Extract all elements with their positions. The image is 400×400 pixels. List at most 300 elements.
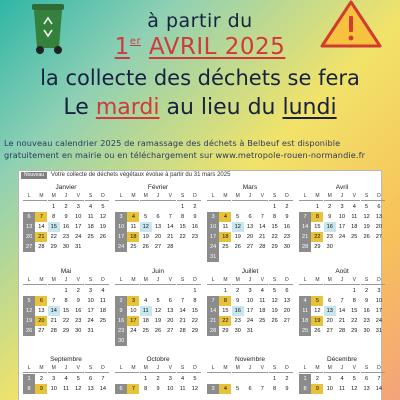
- calendar-day: 3: [377, 288, 381, 294]
- weekday-header: M: [219, 192, 231, 201]
- calendar-day: 1: [181, 204, 185, 210]
- calendar-day: 17: [115, 232, 127, 242]
- calendar-day: 9: [64, 214, 68, 220]
- calendar-day: 18: [299, 316, 311, 326]
- weekday-header: L: [115, 276, 127, 285]
- calendar-day: 19: [142, 234, 149, 240]
- month-name: Mai: [60, 268, 72, 275]
- calendar-day: 8: [273, 214, 277, 220]
- calendar-day: 28: [299, 242, 311, 252]
- calendar-day: [207, 374, 219, 384]
- weekday-header: M: [48, 276, 60, 285]
- weekday-header: S: [85, 276, 97, 285]
- calendar-day: 9: [285, 386, 289, 392]
- calendar-day: 13: [375, 214, 382, 220]
- weekday-header: M: [232, 276, 244, 285]
- calendar-day: 1: [193, 288, 197, 294]
- calendar-day: 21: [299, 232, 311, 242]
- month-name: Janvier: [55, 184, 77, 191]
- calendar-day: 20: [154, 234, 162, 240]
- calendar-day: 1: [315, 204, 319, 210]
- calendar-day: 26: [234, 244, 241, 250]
- month-grid: [207, 276, 293, 336]
- calendar-day: 12: [154, 308, 162, 314]
- calendar-day: 19: [271, 308, 278, 314]
- calendar-day: [177, 336, 189, 346]
- calendar-day: [256, 252, 268, 262]
- calendar-day: 7: [101, 376, 105, 382]
- calendar-day: 28: [167, 244, 174, 250]
- weekday-header: D: [97, 276, 109, 285]
- calendar-day: 26: [142, 244, 149, 250]
- calendar-day: 27: [154, 244, 162, 250]
- calendar-day: 27: [283, 318, 290, 324]
- calendar-day: 13: [38, 308, 45, 314]
- calendar-day: 11: [351, 214, 358, 220]
- calendar-day: 21: [167, 234, 174, 240]
- calendar-day: 17: [87, 308, 94, 314]
- calendar-day: 27: [167, 328, 174, 334]
- calendar-day: 3: [76, 204, 80, 210]
- weekday-header: S: [361, 364, 373, 373]
- calendar-day: 28: [207, 326, 219, 336]
- weekday-header: M: [48, 364, 60, 373]
- calendar-day: 25: [142, 328, 149, 334]
- calendar-day: 24: [130, 328, 137, 334]
- calendar-day: 29: [222, 328, 229, 334]
- month-name: Juillet: [241, 268, 259, 275]
- calendar-day: 21: [50, 318, 57, 324]
- weekday-header: S: [85, 364, 97, 373]
- calendar-day: 28: [38, 244, 45, 250]
- calendar-day: [336, 242, 348, 252]
- calendar-day: 16: [363, 308, 370, 314]
- calendar-day: 22: [311, 232, 323, 242]
- calendar-day: 7: [35, 212, 47, 222]
- calendar-day: 7: [207, 296, 219, 306]
- calendar-day: 10: [167, 386, 174, 392]
- headline-date: [0, 34, 400, 60]
- weekday-header: D: [373, 192, 385, 201]
- calendar-day: 17: [75, 224, 82, 230]
- weekday-header: J: [60, 364, 72, 373]
- weekday-header: L: [299, 276, 311, 285]
- calendar-day: [140, 286, 152, 296]
- weekday-header: M: [140, 276, 152, 285]
- month-février: [115, 183, 201, 252]
- calendar-day: [232, 374, 244, 384]
- calendar-day: 15: [314, 224, 321, 230]
- month-name: Décembre: [327, 356, 357, 363]
- calendar-day: 16: [62, 224, 70, 230]
- calendar-day: 23: [234, 318, 241, 324]
- calendar-day: 2: [39, 376, 43, 382]
- month-grid: [115, 276, 201, 346]
- calendar-day: 3: [328, 376, 332, 382]
- calendar-day: [256, 326, 268, 336]
- calendar-day: 7: [52, 298, 56, 304]
- calendar-day: 2: [156, 376, 160, 382]
- weekday-header: V: [164, 276, 176, 285]
- calendar-day: [219, 374, 231, 384]
- weekday-header: V: [164, 192, 176, 201]
- weekday-header: L: [207, 364, 219, 373]
- calendar-day: 30: [115, 336, 127, 346]
- calendar-day: 24: [338, 234, 346, 240]
- calendar-day: 8: [273, 386, 277, 392]
- calendar-day: 16: [115, 316, 127, 326]
- calendar-day: [244, 202, 256, 212]
- calendar-day: 3: [168, 376, 172, 382]
- calendar-day: 11: [179, 386, 186, 392]
- calendar-day: [177, 242, 189, 252]
- calendar-day: 27: [246, 244, 254, 250]
- calendar-day: 12: [363, 214, 370, 220]
- month-name: Juin: [152, 268, 164, 275]
- calendar-day: [152, 202, 164, 212]
- calendar-day: 18: [142, 318, 149, 324]
- weekday-header: L: [299, 192, 311, 201]
- weekday-header: S: [361, 192, 373, 201]
- weekday-header: J: [60, 192, 72, 201]
- calendar-day: 25: [351, 234, 358, 240]
- weekday-header: L: [299, 364, 311, 373]
- calendar-day: 24: [375, 318, 382, 324]
- info-line-1: Le nouveau calendrier 2025 de ramassage des déchets à Belbeuf est disponible: [4, 138, 341, 148]
- weekday-header: L: [207, 192, 219, 201]
- calendar-day: [97, 326, 109, 336]
- calendar-day: 9: [365, 298, 369, 304]
- calendar-day: 15: [191, 308, 198, 314]
- calendar-day: 27: [326, 328, 333, 334]
- month-janvier: [23, 183, 109, 252]
- calendar-day: 6: [377, 204, 381, 210]
- calendar-day: 8: [181, 214, 185, 220]
- month-juin: [115, 267, 201, 346]
- calendar-day: 20: [167, 318, 174, 324]
- weekday-header: M: [35, 276, 47, 285]
- weekday-header: D: [97, 364, 109, 373]
- weekday-header: V: [72, 192, 84, 201]
- weekday-header: J: [244, 364, 256, 373]
- calendar-day: 10: [246, 298, 254, 304]
- calendar-day: 4: [181, 376, 185, 382]
- month-grid: [299, 192, 385, 252]
- calendar-day: 15: [271, 224, 278, 230]
- weekday-header: M: [311, 364, 323, 373]
- calendar-day: [35, 286, 47, 296]
- calendar-day: 8: [52, 214, 56, 220]
- calendar-day: 8: [352, 298, 356, 304]
- calendar-day: 5: [156, 298, 160, 304]
- month-novembre: [207, 355, 293, 394]
- calendar-day: 4: [299, 296, 311, 306]
- calendar-day: 9: [311, 384, 323, 394]
- weekday-header: L: [23, 364, 35, 373]
- calendar-day: 6: [328, 298, 332, 304]
- month-grid: [299, 276, 385, 336]
- calendar-day: [164, 286, 176, 296]
- calendar-day: [115, 202, 127, 212]
- calendar-day: 9: [328, 214, 332, 220]
- calendar-day: 2: [236, 288, 240, 294]
- month-grid: [23, 364, 109, 394]
- calendar-day: 1: [144, 376, 148, 382]
- calendar-day: 11: [63, 386, 69, 392]
- calendar-day: 14: [48, 306, 60, 316]
- calendar-day: 26: [314, 328, 321, 334]
- info-line-2: gratuitement en mairie ou en téléchargement sur www.metropole-rouen-normandie.fr: [4, 150, 366, 160]
- calendar-day: 6: [248, 214, 252, 220]
- calendar-day: 22: [179, 234, 186, 240]
- calendar-day: 31: [87, 328, 94, 334]
- calendar-day: 26: [154, 328, 162, 334]
- calendar-day: 9: [76, 298, 80, 304]
- calendar-day: 9: [156, 386, 160, 392]
- weekday-header: L: [115, 364, 127, 373]
- weekday-header: V: [256, 192, 268, 201]
- calendar-day: 11: [299, 306, 311, 316]
- calendar-day: 14: [259, 224, 266, 230]
- weekday-header: M: [324, 364, 336, 373]
- collection-calendar: [18, 170, 382, 400]
- calendar-day: 22: [219, 316, 231, 326]
- calendar-day: 17: [246, 308, 254, 314]
- month-grid: [115, 192, 201, 252]
- weekday-header: M: [324, 276, 336, 285]
- calendar-day: 13: [283, 298, 290, 304]
- calendar-day: 8: [64, 298, 68, 304]
- calendar-day: 28: [338, 328, 346, 334]
- calendar-day: 11: [87, 214, 94, 220]
- calendar-day: 11: [339, 386, 345, 392]
- calendar-day: [348, 242, 360, 252]
- weekday-header: M: [127, 364, 139, 373]
- calendar-day: 26: [271, 318, 278, 324]
- calendar-day: [23, 202, 35, 212]
- calendar-day: 1: [273, 204, 277, 210]
- calendar-day: 13: [246, 224, 254, 230]
- weekday-header: V: [348, 192, 360, 201]
- calendar-day: 24: [115, 242, 127, 252]
- calendar-day: 19: [99, 224, 106, 230]
- calendar-day: 10: [130, 308, 137, 314]
- calendar-day: [127, 336, 139, 346]
- calendar-day: [256, 374, 268, 384]
- weekday-header: J: [152, 192, 164, 201]
- line4-prefix: Le: [63, 95, 89, 120]
- calendar-day: [152, 336, 164, 346]
- calendar-day: 9: [236, 298, 240, 304]
- weekday-header: D: [281, 364, 293, 373]
- calendar-day: 30: [75, 328, 82, 334]
- calendar-day: [23, 286, 35, 296]
- calendar-day: 11: [99, 298, 106, 304]
- weekday-header: D: [189, 276, 201, 285]
- calendar-day: 5: [101, 204, 105, 210]
- calendar-day: 22: [62, 318, 70, 324]
- calendar-day: [127, 374, 139, 384]
- calendar-day: [207, 286, 219, 296]
- calendar-day: 30: [363, 328, 370, 334]
- calendar-day: 28: [50, 328, 57, 334]
- calendar-day: 6: [156, 214, 160, 220]
- calendar-day: 23: [75, 318, 82, 324]
- calendar-day: 14: [167, 224, 174, 230]
- calendar-day: 6: [285, 288, 289, 294]
- month-name: Novembre: [235, 356, 265, 363]
- calendar-day: [311, 286, 323, 296]
- weekday-header: J: [152, 276, 164, 285]
- date-suffix: er: [129, 36, 142, 47]
- calendar-day: 31: [375, 328, 382, 334]
- calendar-day: 10: [87, 298, 94, 304]
- calendar-day: 16: [324, 222, 336, 232]
- calendar-day: [269, 252, 281, 262]
- calendar-day: 6: [89, 376, 93, 382]
- weekday-header: S: [177, 364, 189, 373]
- new-badge: Nouveau: [21, 172, 47, 179]
- calendar-day: 21: [338, 318, 346, 324]
- calendar-day: 25: [299, 326, 311, 336]
- calendar-day: 22: [351, 318, 358, 324]
- calendar-day: 20: [35, 316, 47, 326]
- calendar-day: [256, 202, 268, 212]
- calendar-day: 17: [338, 224, 346, 230]
- calendar-day: 11: [259, 298, 266, 304]
- month-grid: [115, 364, 201, 394]
- calendar-day: 18: [351, 224, 358, 230]
- calendar-day: 7: [181, 298, 185, 304]
- headline-from: à partir du: [147, 10, 253, 32]
- calendar-day: 3: [89, 288, 93, 294]
- calendar-day: [35, 202, 47, 212]
- weekday-header: M: [35, 364, 47, 373]
- weekday-header: D: [189, 364, 201, 373]
- date-month-year: AVRIL 2025: [148, 34, 286, 60]
- month-name: Août: [335, 268, 349, 275]
- calendar-day: 10: [75, 214, 82, 220]
- calendar-day: 12: [75, 386, 82, 392]
- calendar-day: [336, 286, 348, 296]
- calendar-day: 4: [127, 212, 139, 222]
- calendar-day: 25: [222, 244, 229, 250]
- weekday-header: J: [244, 192, 256, 201]
- month-grid: [207, 192, 293, 262]
- calendar-day: 11: [140, 306, 152, 316]
- calendar-day: 23: [191, 234, 198, 240]
- weekday-header: M: [324, 192, 336, 201]
- calendar-day: 10: [338, 214, 346, 220]
- month-juillet: [207, 267, 293, 336]
- calendar-day: 6: [35, 296, 47, 306]
- calendar-day: 29: [50, 244, 57, 250]
- calendar-day: 30: [326, 244, 333, 250]
- calendar-day: 18: [219, 232, 231, 242]
- calendar-day: 23: [363, 318, 370, 324]
- calendar-day: 24: [75, 234, 82, 240]
- calendar-day: 24: [207, 242, 219, 252]
- calendar-day: 11: [222, 224, 229, 230]
- calendar-day: 23: [283, 234, 290, 240]
- month-name: Mars: [242, 184, 258, 191]
- calendar-day: 21: [35, 232, 47, 242]
- calendar-day: 19: [363, 224, 370, 230]
- month-name: Février: [147, 184, 169, 191]
- weekday-header: S: [269, 192, 281, 201]
- calendar-day: 2: [76, 288, 80, 294]
- calendar-day: 18: [99, 308, 106, 314]
- calendar-day: 28: [179, 328, 186, 334]
- calendar-day: 16: [283, 224, 290, 230]
- month-name: Septembre: [50, 356, 82, 363]
- new-day-mardi: mardi: [95, 95, 160, 120]
- calendar-day: 26: [23, 326, 35, 336]
- calendar-day: 7: [299, 212, 311, 222]
- calendar-day: [115, 286, 127, 296]
- month-avril: [299, 183, 385, 252]
- calendar-day: 16: [191, 224, 198, 230]
- calendar-day: 5: [236, 214, 240, 220]
- calendar-day: 20: [375, 224, 382, 230]
- calendar-day: 7: [260, 214, 264, 220]
- calendar-day: 14: [299, 222, 311, 232]
- calendar-day: 19: [154, 318, 162, 324]
- calendar-day: 2: [365, 288, 369, 294]
- weekday-header: S: [269, 364, 281, 373]
- calendar-day: 3: [340, 204, 344, 210]
- calendar-day: 27: [375, 234, 382, 240]
- calendar-day: [299, 202, 311, 212]
- calendar-day: 5: [311, 296, 323, 306]
- calendar-day: 6: [115, 384, 127, 394]
- calendar-day: 6: [248, 386, 252, 392]
- calendar-day: 19: [23, 316, 35, 326]
- calendar-day: 23: [326, 234, 333, 240]
- calendar-day: [152, 286, 164, 296]
- calendar-day: 30: [283, 244, 290, 250]
- calendar-day: 2: [315, 376, 319, 382]
- calendar-day: 15: [351, 308, 358, 314]
- calendar-day: 12: [232, 222, 244, 232]
- calendar-day: [219, 202, 231, 212]
- calendar-day: 7: [168, 214, 172, 220]
- weekday-header: M: [232, 364, 244, 373]
- calendar-day: [85, 242, 97, 252]
- calendar-day: 20: [246, 234, 254, 240]
- calendar-day: 17: [375, 308, 382, 314]
- calendar-day: 14: [99, 386, 106, 392]
- calendar-day: 8: [311, 212, 323, 222]
- month-grid: [23, 192, 109, 252]
- calendar-day: 22: [191, 318, 198, 324]
- calendar-day: 5: [273, 288, 277, 294]
- weekday-header: V: [72, 276, 84, 285]
- weekday-header: L: [207, 276, 219, 285]
- calendar-day: 3: [52, 376, 56, 382]
- calendar-day: 10: [50, 386, 57, 392]
- weekday-header: D: [97, 192, 109, 201]
- calendar-day: 12: [23, 306, 35, 316]
- calendar-day: 9: [193, 214, 197, 220]
- weekday-header: M: [127, 192, 139, 201]
- calendar-day: [115, 374, 127, 384]
- calendar-day: [177, 286, 189, 296]
- calendar-day: 29: [351, 328, 358, 334]
- calendar-day: 4: [340, 376, 344, 382]
- weekday-header: D: [373, 276, 385, 285]
- calendar-day: [164, 202, 176, 212]
